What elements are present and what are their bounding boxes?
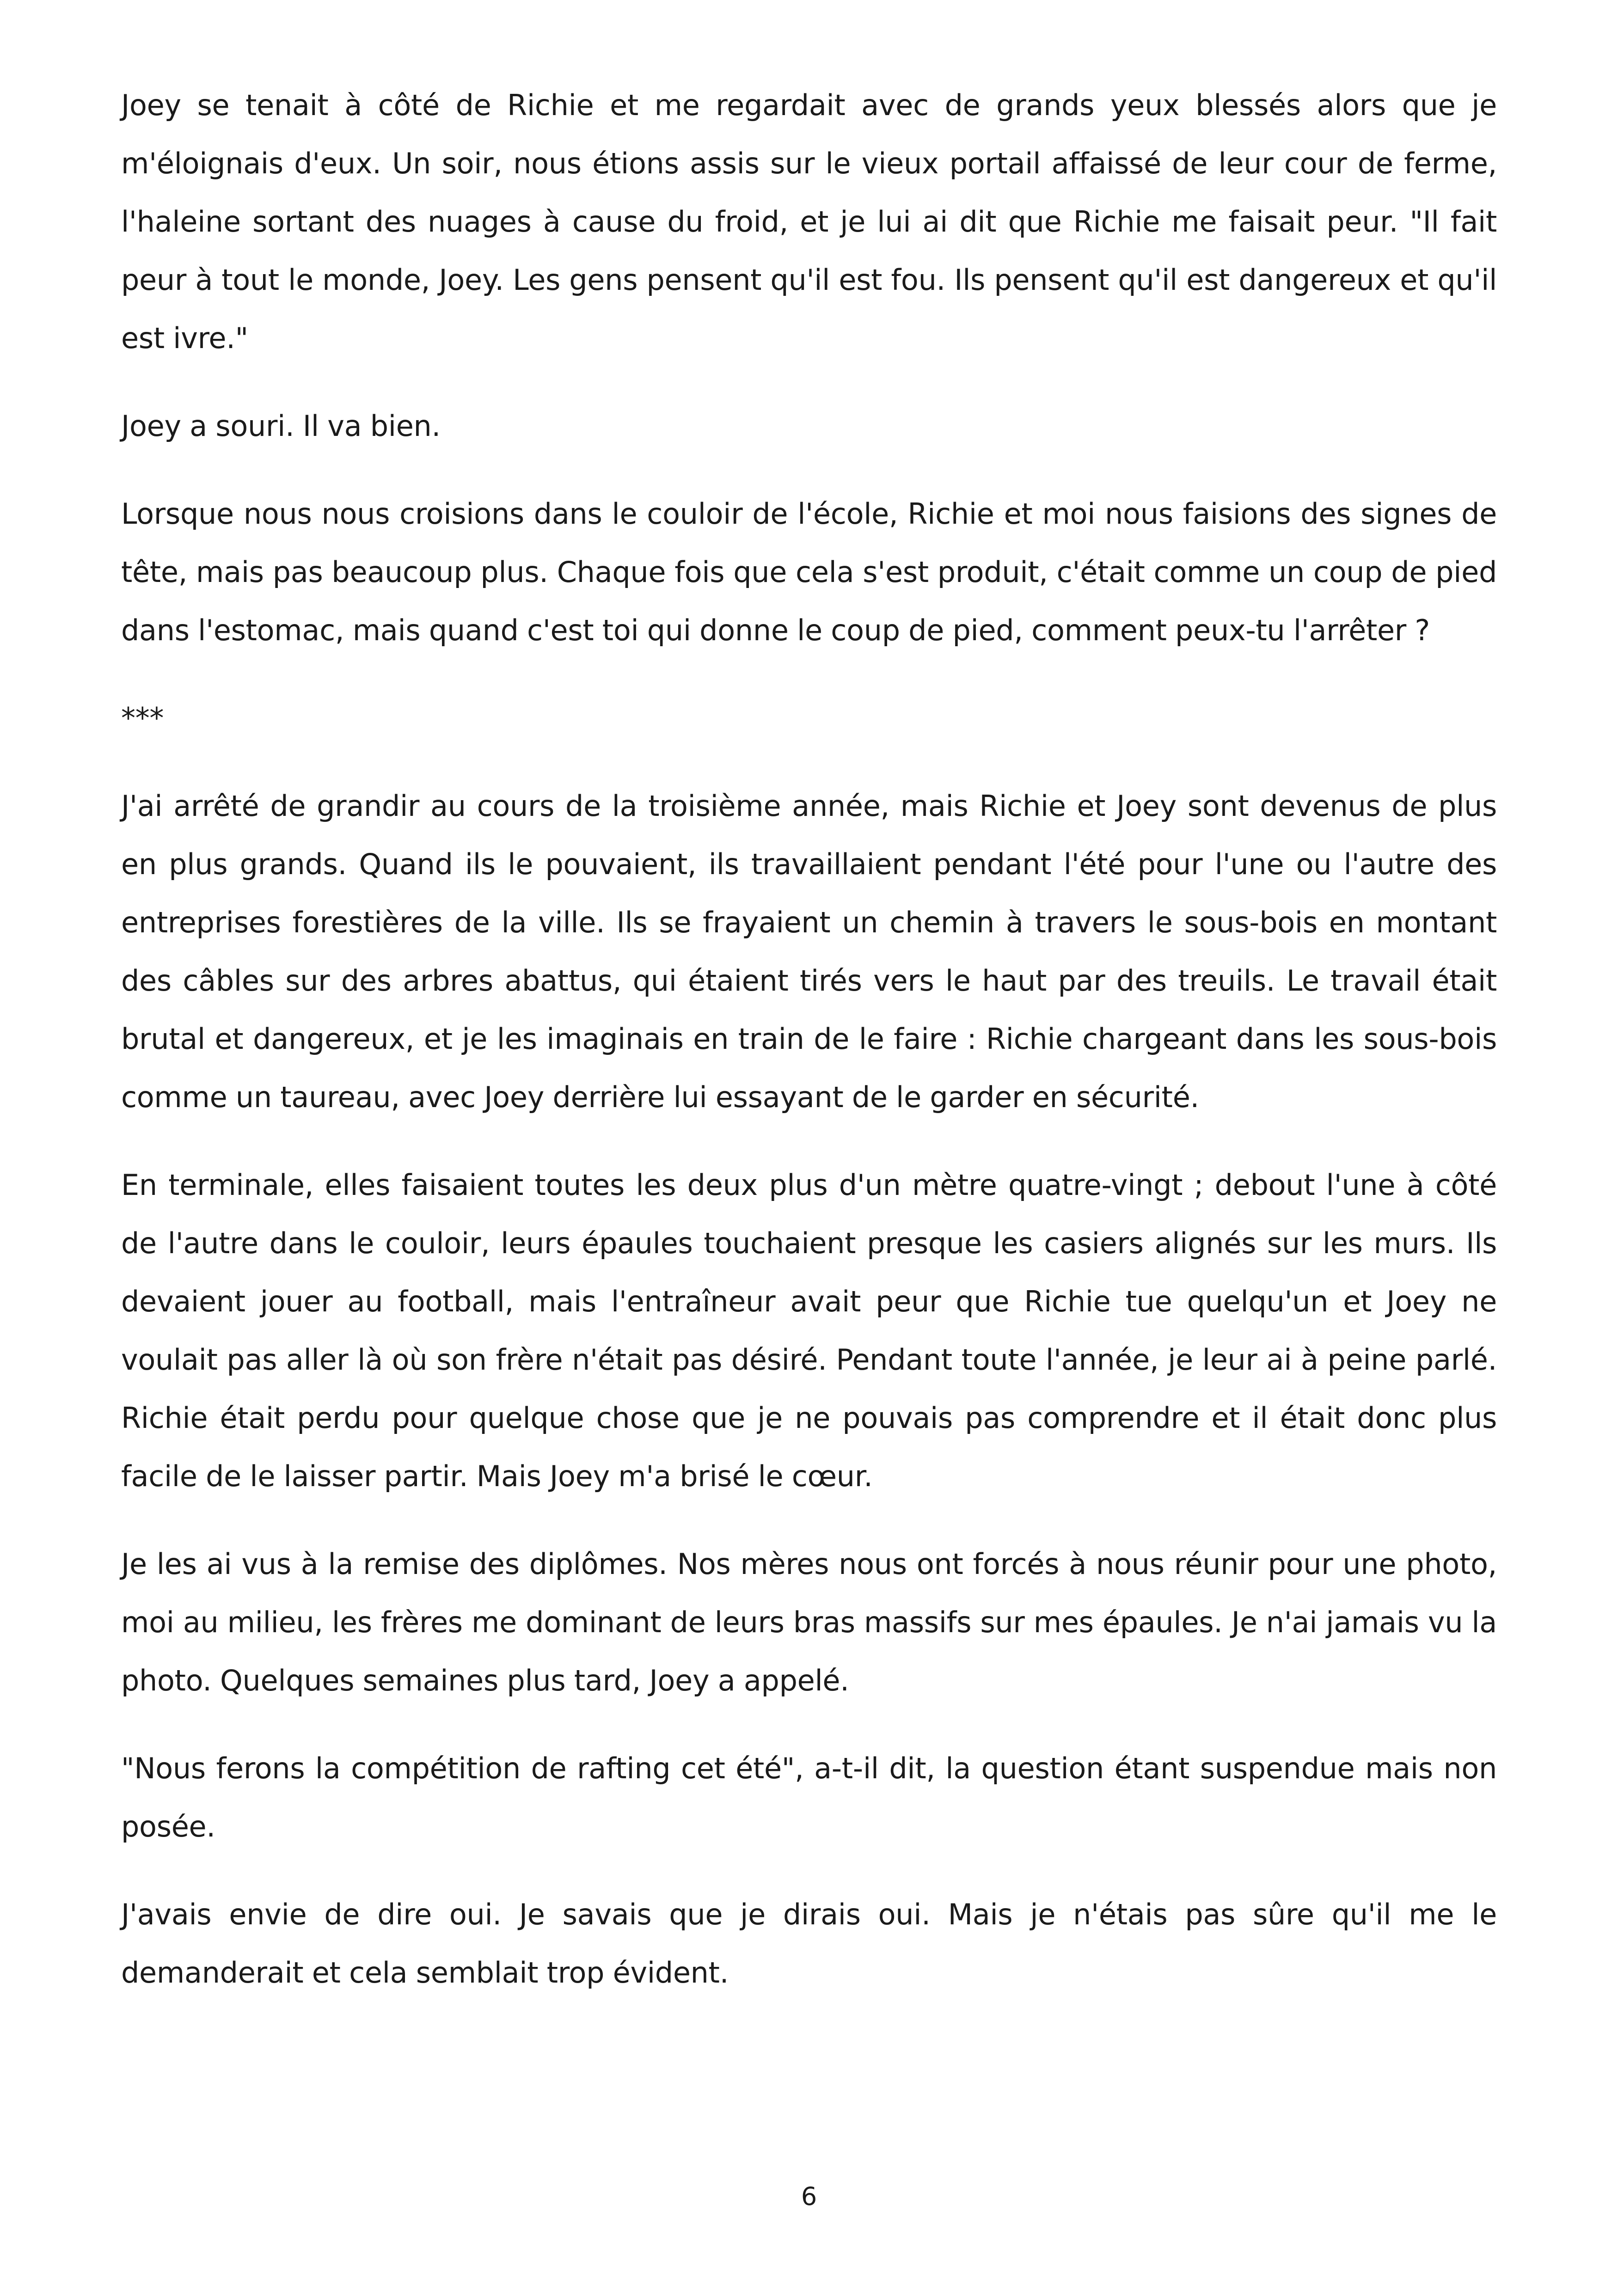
- section-break: ***: [121, 701, 164, 735]
- paragraph-5: En terminale, elles faisaient toutes les deux plus d'un mètre quatre-vingt ; debout l'une à côté de l'autre dans le couloir, leurs épaules touchaient presque les casiers alignés sur les murs. Ils devaient jouer au football, mais l'entraîneur avait peur que Richie tue quelqu'un et Joey ne voulait pas aller là où son frère n'était pas désiré. Pendant toute l'année, je leur ai à peine parlé. Richie était perdu pour quelque chose que je ne pouvais pas comprendre et il était donc plus facile de le laisser partir. Mais Joey m'a brisé le cœur.: [121, 1168, 1497, 1493]
- paragraph-6: Je les ai vus à la remise des diplômes. Nos mères nous ont forcés à nous réunir pour une photo, moi au milieu, les frères me dominant de leurs bras massifs sur mes épaules. Je n'ai jamais vu la photo. Quelques semaines plus tard, Joey a appelé.: [121, 1547, 1497, 1697]
- paragraph-8: J'avais envie de dire oui. Je savais que je dirais oui. Mais je n'étais pas sûre qu'il me le demanderait et cela semblait trop évident.: [121, 1898, 1497, 1990]
- page-number: 6: [801, 2182, 817, 2211]
- paragraph-4: J'ai arrêté de grandir au cours de la troisième année, mais Richie et Joey sont devenus de plus en plus grands. Quand ils le pouvaient, ils travaillaient pendant l'été pour l'une ou l'autre des entreprises forestières de la ville. Ils se frayaient un chemin à travers le sous-bois en montant des câbles sur des arbres abattus, qui étaient tirés vers le haut par des treuils. Le travail était brutal et dangereux, et je les imaginais en train de le faire : Richie chargeant dans les sous-bois comme un taureau, avec Joey derrière lui essayant de le garder en sécurité.: [121, 789, 1497, 1114]
- paragraph-3: Lorsque nous nous croisions dans le couloir de l'école, Richie et moi nous faisions des signes de tête, mais pas beaucoup plus. Chaque fois que cela s'est produit, c'était comme un coup de pied dans l'estomac, mais quand c'est toi qui donne le coup de pied, comment peux-tu l'arrêter ?: [121, 497, 1497, 647]
- paragraph-7: "Nous ferons la compétition de rafting cet été", a-t-il dit, la question étant suspendue mais non posée.: [121, 1751, 1497, 1843]
- paragraph-2: Joey a souri. Il va bien.: [121, 409, 441, 443]
- body-text: [121, 76, 1497, 2032]
- paragraph-1: Joey se tenait à côté de Richie et me regardait avec de grands yeux blessés alors que je m'éloignais d'eux. Un soir, nous étions assis sur le vieux portail affaissé de leur cour de ferme, l'haleine sortant des nuages à cause du froid, et je lui ai dit que Richie me faisait peur. "Il fait peur à tout le monde, Joey. Les gens pensent qu'il est fou. Ils pensent qu'il est dangereux et qu'il est ivre.": [121, 88, 1497, 355]
